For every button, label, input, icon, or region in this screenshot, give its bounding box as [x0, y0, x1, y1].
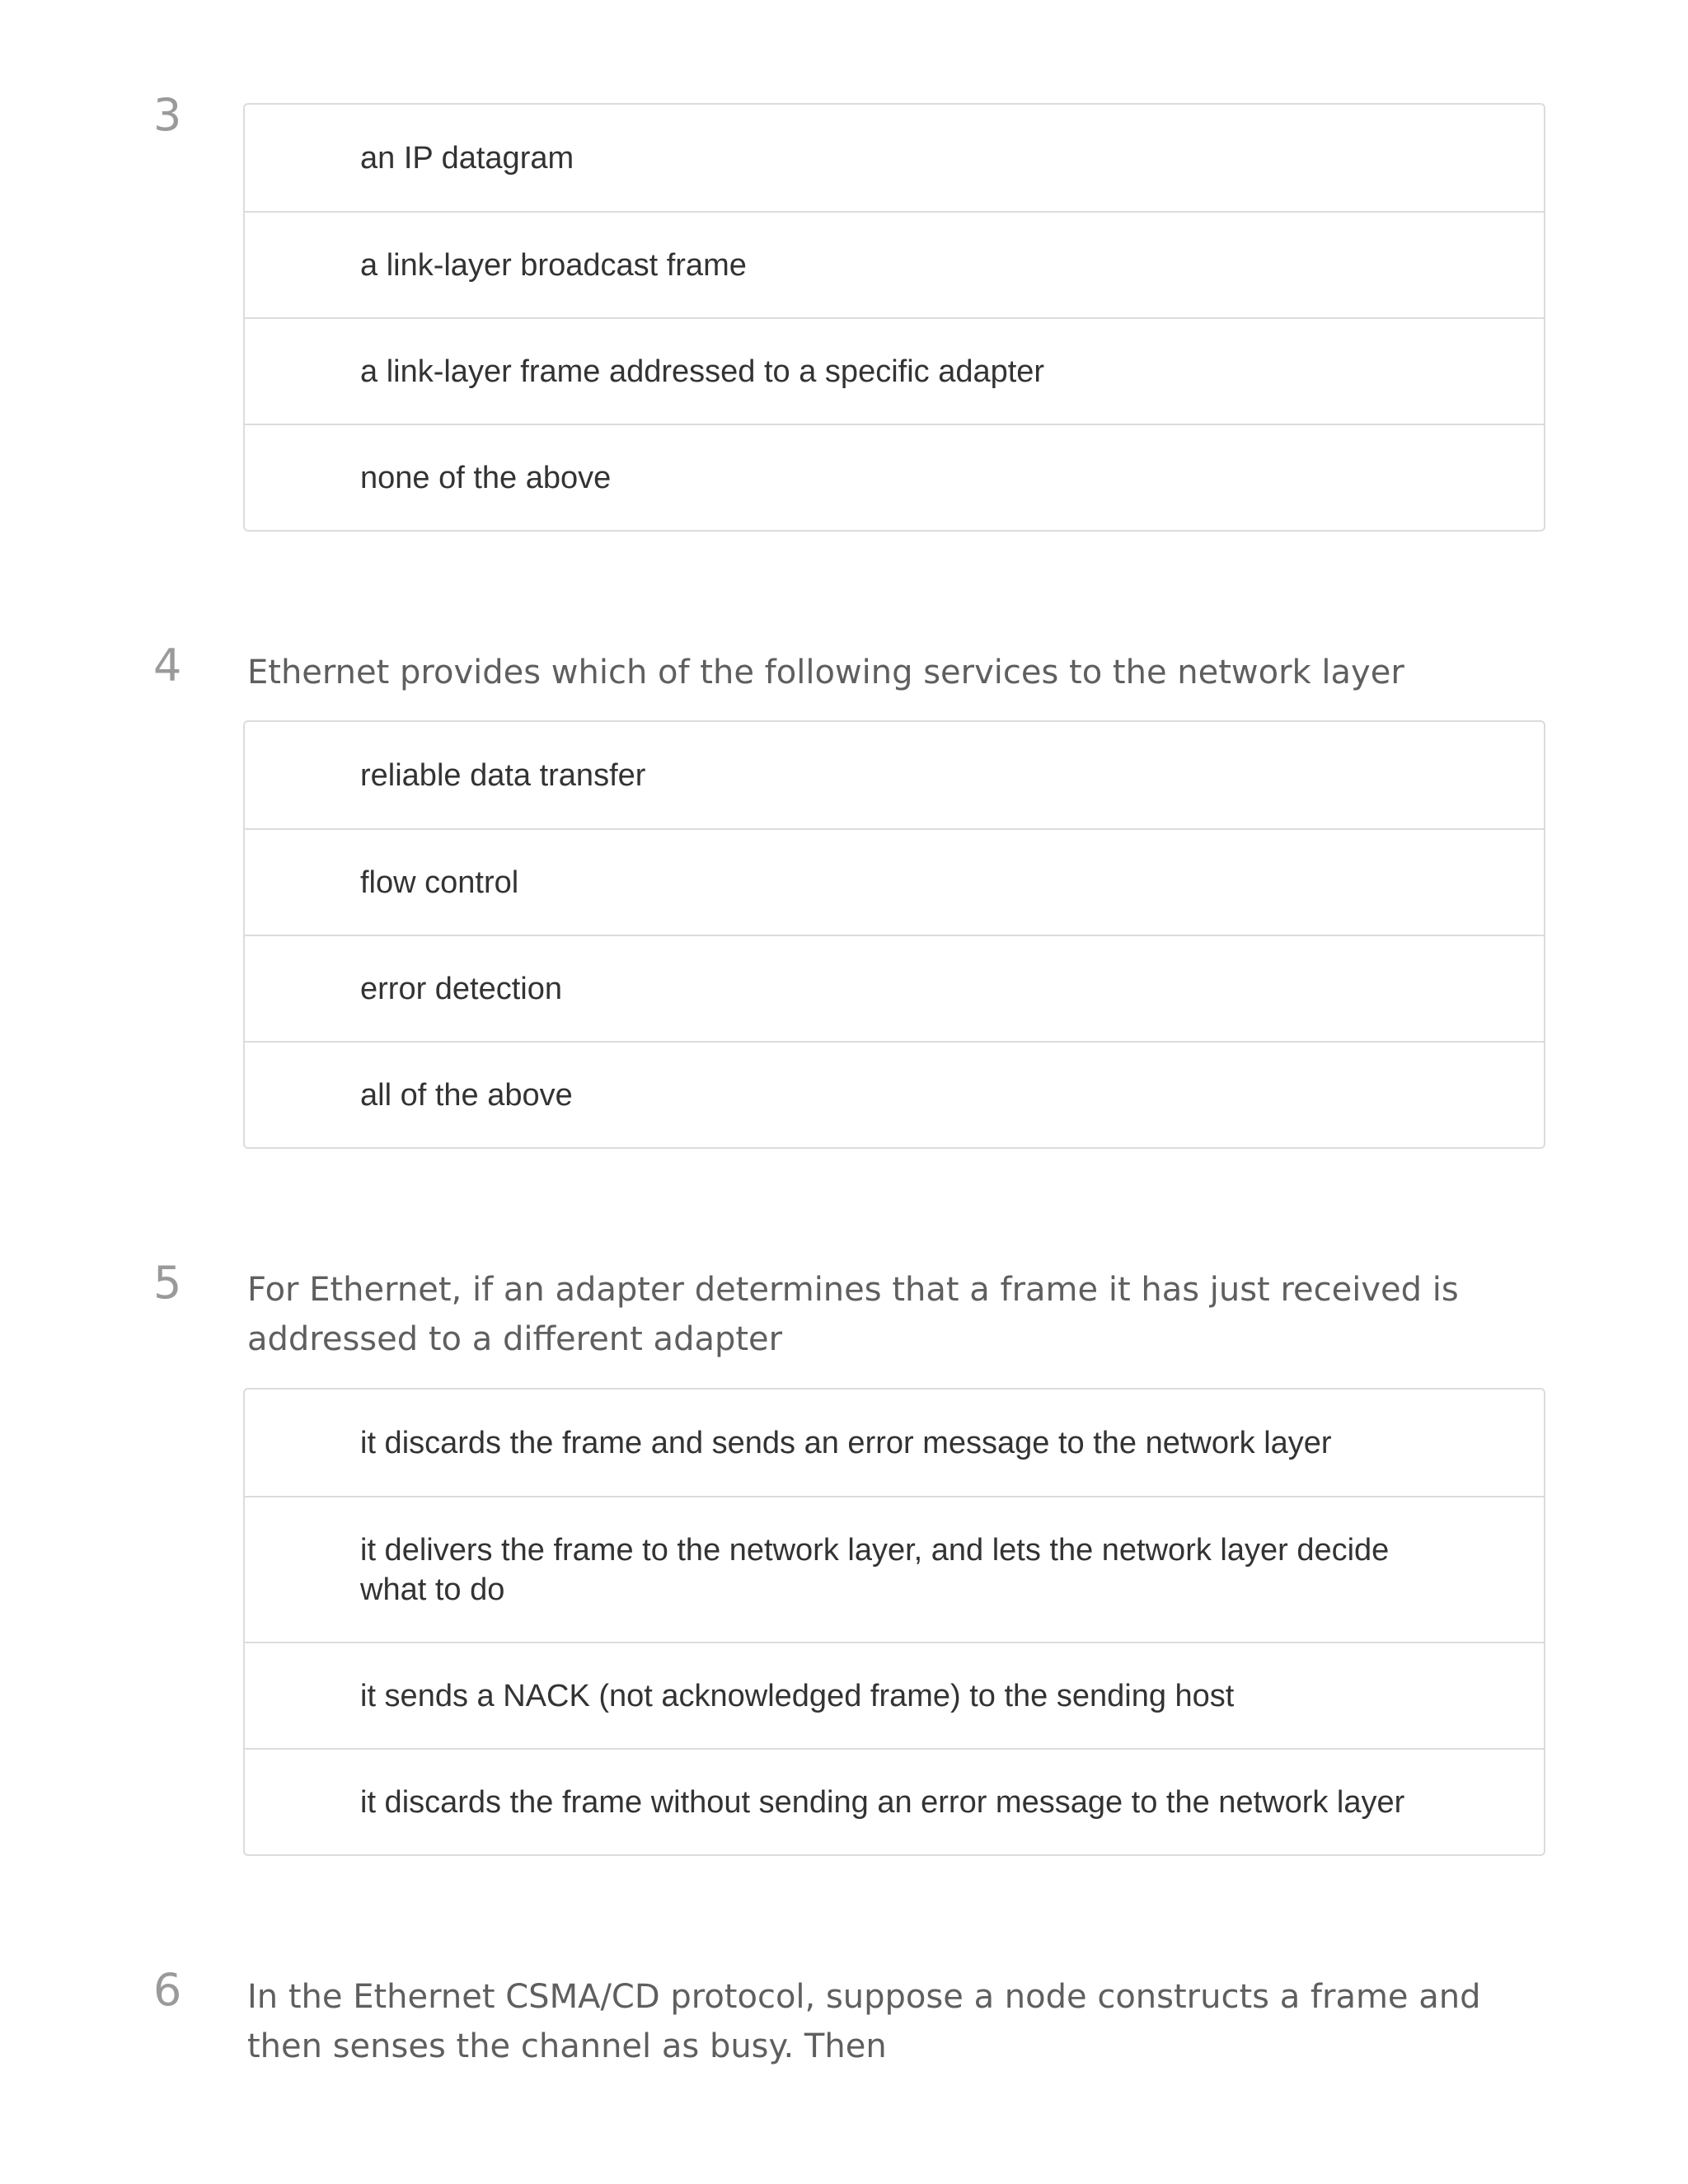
answer-option[interactable]: error detection [245, 935, 1544, 1041]
answer-options [243, 720, 1545, 1149]
answer-options [243, 103, 1545, 532]
question-number: 6 [153, 1964, 182, 2016]
answer-option[interactable]: reliable data transfer [360, 757, 646, 793]
answer-option[interactable]: a link-layer broadcast frame [245, 211, 1544, 317]
answer-option[interactable]: it discards the frame without sending an error message to the network layer [245, 1748, 1544, 1854]
question-number: 5 [153, 1257, 182, 1309]
question-number: 3 [153, 89, 182, 141]
question-text: In the Ethernet CSMA/CD protocol, suppose a node constructs a frame and then senses the channel as busy. Then [247, 1978, 1481, 2065]
question-text: For Ethernet, if an adapter determines that a frame it has just received is addressed to a different adapter [247, 1271, 1459, 1358]
answer-option[interactable]: it sends a NACK (not acknowledged frame) to the sending host [245, 1642, 1544, 1748]
answer-option[interactable]: none of the above [245, 424, 1544, 530]
answer-option[interactable]: an IP datagram [360, 140, 574, 176]
answer-options [243, 1388, 1545, 1856]
answer-option[interactable]: flow control [245, 828, 1544, 935]
answer-option[interactable]: it discards the frame and sends an error message to the network layer [360, 1425, 1332, 1460]
question-number: 4 [153, 640, 182, 691]
question-text: Ethernet provides which of the following services to the network layer [247, 654, 1404, 691]
answer-option[interactable]: all of the above [245, 1041, 1544, 1147]
answer-option[interactable]: a link-layer frame addressed to a specific adapter [245, 317, 1544, 424]
answer-option[interactable]: it delivers the frame to the network layer, and lets the network layer decide what to do [245, 1496, 1544, 1642]
